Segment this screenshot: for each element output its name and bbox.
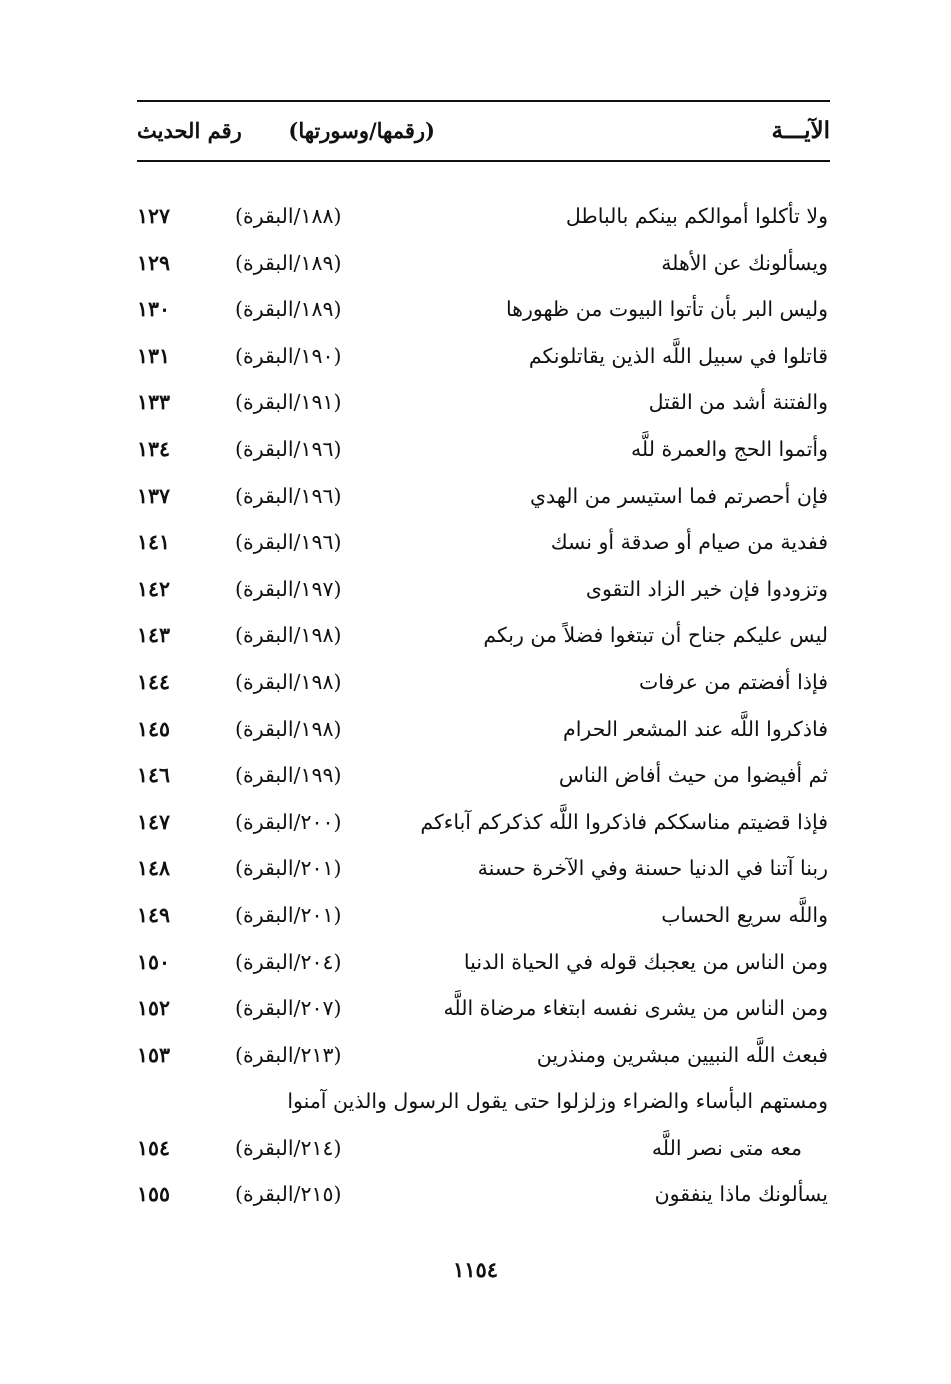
verse-text: فإن أحصرتم فما استيسر من الهدي [529,483,828,508]
verse-reference: (١٩٦/البقرة) [235,436,342,461]
verse-text: ومن الناس من يعجبك قوله في الحياة الدنيا [463,949,828,974]
verse-text: ومستهم البأساء والضراء وزلزلوا حتى يقول الرسول والذين آمنوا [287,1089,828,1114]
header-hadith-number: رقم الحديث [137,118,242,143]
verse-text: ومن الناس من يشرى نفسه ابتغاء مرضاة اللَّه [443,996,828,1021]
index-row [137,193,830,240]
verse-reference: (٢١٤/البقرة) [235,1135,342,1160]
verse-text: ثم أفيضوا من حيث أفاض الناس [558,763,828,788]
verse-reference: (٢٠٧/البقرة) [235,996,342,1021]
verse-text: ولا تأكلوا أموالكم بينكم بالباطل [565,204,828,228]
index-row [137,985,830,1032]
index-row [137,333,830,380]
page-number: ١١٥٤ [452,1257,499,1282]
index-row [137,1032,830,1079]
hadith-number: ١٣١ [137,343,171,368]
verse-text: ففدية من صيام أو صدقة أو نسك [550,530,828,555]
hadith-number: ١٤٦ [137,763,171,788]
hadith-number: ١٤٩ [137,902,171,927]
hadith-number: ١٢٩ [137,250,171,275]
hadith-number: ١٤٢ [137,576,171,601]
header-top-rule [137,100,830,102]
verse-reference: (١٨٩/البقرة) [235,297,342,322]
verse-reference: (٢٠٠/البقرة) [235,809,342,834]
verse-text: وأتموا الحج والعمرة للَّه [630,436,828,461]
verse-text: وليس البر بأن تأتوا البيوت من ظهورها [505,297,828,322]
verse-reference: (٢١٥/البقرة) [235,1182,342,1207]
verse-reference: (١٩٠/البقرة) [235,343,342,368]
verse-reference: (١٩٦/البقرة) [235,483,342,508]
verse-reference: (١٩٧/البقرة) [235,576,342,601]
index-row [137,519,830,566]
verse-index-list [137,193,830,1218]
header-reference: (رقمها/وسورتها) [288,118,435,143]
hadith-number: ١٤٣ [137,623,171,648]
verse-reference: (٢١٣/البقرة) [235,1042,342,1067]
hadith-number: ١٥٤ [137,1135,171,1160]
index-row [137,240,830,287]
hadith-number: ١٥٠ [137,949,171,974]
verse-text: ويسألونك عن الأهلة [661,250,828,275]
verse-reference: (١٩٨/البقرة) [235,716,342,741]
hadith-number: ١٣٠ [137,297,171,322]
hadith-number: ١٥٥ [137,1182,171,1207]
verse-text: فإذا قضيتم مناسككم فاذكروا اللَّه كذكركم آباءكم [420,809,828,834]
verse-reference: (١٩١/البقرة) [235,390,342,415]
verse-reference: (٢٠١/البقرة) [235,902,342,927]
verse-text: والفتنة أشد من القتل [648,390,828,415]
verse-text: فإذا أفضتم من عرفات [639,669,828,694]
verse-text: فاذكروا اللَّه عند المشعر الحرام [563,716,828,741]
index-row [137,612,830,659]
hadith-number: ١٢٧ [137,204,171,228]
verse-reference: (١٩٩/البقرة) [235,763,342,788]
verse-text: ربنا آتنا في الدنيا حسنة وفي الآخرة حسنة [477,856,828,881]
verse-text: ليس عليكم جناح أن تبتغوا فضلاً من ربكم [483,623,828,648]
verse-text: فبعث اللَّه النبيين مبشرين ومنذرين [536,1042,828,1067]
hadith-number: ١٤٨ [137,856,171,881]
verse-reference: (٢٠١/البقرة) [235,856,342,881]
hadith-number: ١٣٣ [137,390,171,415]
index-row [137,706,830,753]
index-row [137,426,830,473]
verse-reference: (٢٠٤/البقرة) [235,949,342,974]
hadith-number: ١٤٧ [137,809,171,834]
verse-text: قاتلوا في سبيل اللَّه الذين يقاتلونكم [528,343,828,368]
index-row [137,1171,830,1218]
index-row [137,752,830,799]
index-row [137,566,830,613]
hadith-number: ١٤٤ [137,669,171,694]
verse-text: يسألونك ماذا ينفقون [654,1182,828,1207]
index-row [137,799,830,846]
hadith-number: ١٤٥ [137,716,171,741]
hadith-number: ١٥٢ [137,996,171,1021]
header-verse: الآيـــة [771,117,830,144]
header-bottom-rule [137,160,830,162]
index-row [137,473,830,520]
hadith-number: ١٥٣ [137,1042,171,1067]
index-row [137,892,830,939]
verse-reference: (١٨٨/البقرة) [235,204,342,228]
verse-reference: (١٩٦/البقرة) [235,530,342,555]
hadith-number: ١٣٧ [137,483,171,508]
index-row [137,845,830,892]
verse-text: وتزودوا فإن خير الزاد التقوى [585,576,828,601]
index-row [137,659,830,706]
table-header [137,108,830,154]
verse-reference: (١٨٩/البقرة) [235,250,342,275]
hadith-number: ١٣٤ [137,436,171,461]
verse-reference: (١٩٨/البقرة) [235,669,342,694]
index-row [137,286,830,333]
verse-reference: (١٩٨/البقرة) [235,623,342,648]
verse-text: واللَّه سريع الحساب [661,902,828,927]
index-row [137,379,830,426]
index-row [137,1125,830,1172]
hadith-number: ١٤١ [137,530,171,555]
index-row [137,939,830,986]
index-row-continued [137,1078,830,1125]
verse-text: معه متى نصر اللَّه [651,1135,802,1160]
